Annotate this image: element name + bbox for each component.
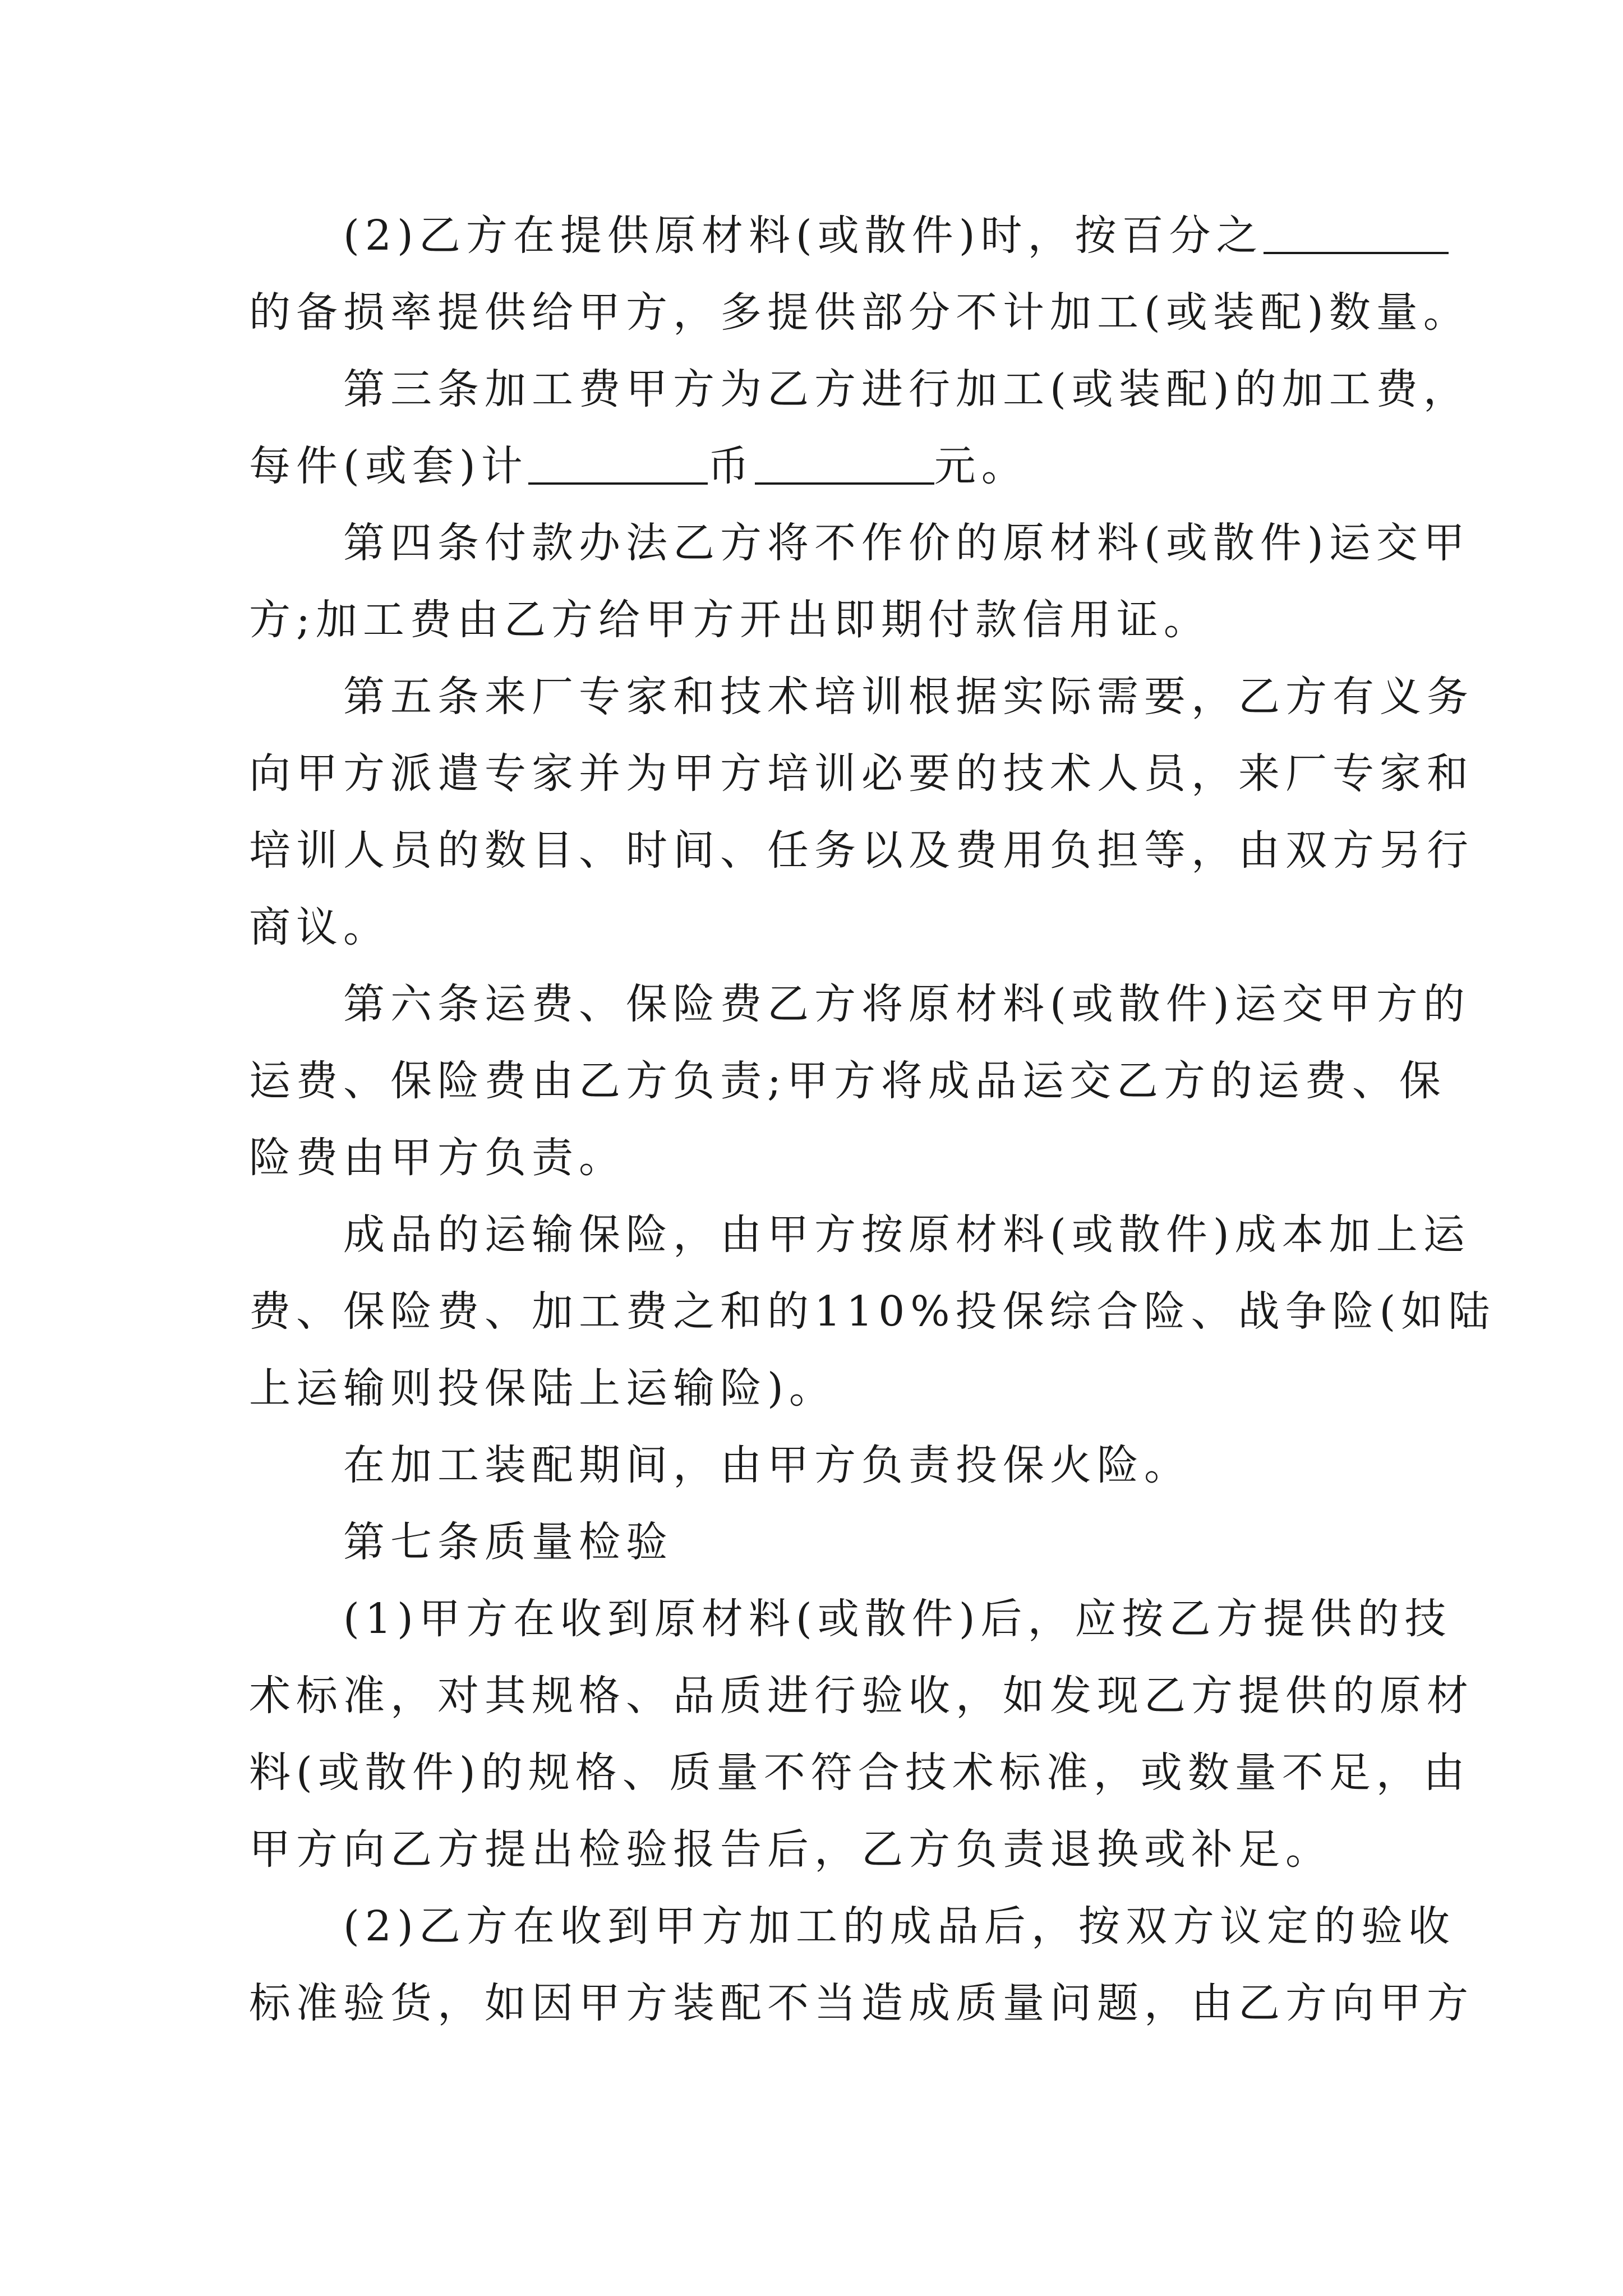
text-line: 上运输则投保陆上运输险)。 [249, 1364, 836, 1412]
text-line: 第三条加工费甲方为乙方进行加工(或装配)的加工费， [343, 365, 1470, 413]
text-line: (2)乙方在提供原材料(或散件)时，按百分之 [343, 211, 1264, 260]
paragraph-spare-rate [249, 197, 1470, 351]
paragraph-transport-insurance [249, 1197, 1496, 1427]
text-line: 术标准，对其规格、品质进行验收，如发现乙方提供的原材 [249, 1672, 1474, 1720]
paragraph-article-7-heading [249, 1504, 1393, 1581]
text-line: 第七条质量检验 [343, 1518, 673, 1566]
paragraph-article-4 [249, 505, 1470, 659]
document-body [249, 197, 1496, 2042]
paragraph-inspection-1 [249, 1581, 1474, 1888]
text-line: (1)甲方在收到原材料(或散件)后，应按乙方提供的技 [343, 1595, 1452, 1643]
paragraph-article-6 [249, 966, 1470, 1197]
text-line: 第六条运费、保险费乙方将原材料(或散件)运交甲方的 [343, 980, 1470, 1028]
blank-field [1264, 210, 1449, 254]
text-line: 标准验货，如因甲方装配不当造成质量问题，由乙方向甲方 [249, 1979, 1474, 2027]
text-line: 费、保险费、加工费之和的110%投保综合险、战争险(如陆 [249, 1287, 1496, 1336]
text-line: 币 [707, 442, 755, 490]
paragraph-article-5 [249, 659, 1474, 966]
text-line: (2)乙方在收到甲方加工的成品后，按双方议定的验收 [343, 1902, 1455, 1950]
text-line: 险费由甲方负责。 [249, 1134, 626, 1182]
text-line: 培训人员的数目、时间、任务以及费用负担等，由双方另行 [249, 826, 1474, 875]
text-line: 方;加工费由乙方给甲方开出即期付款信用证。 [249, 596, 1211, 644]
text-line: 在加工装配期间，由甲方负责投保火险。 [343, 1441, 1191, 1489]
text-line: 料(或散件)的规格、质量不符合技术标准，或数量不足，由 [249, 1749, 1470, 1797]
text-line: 第五条来厂专家和技术培训根据实际需要，乙方有义务 [343, 673, 1474, 721]
text-line: 向甲方派遣专家并为甲方培训必要的技术人员，来厂专家和 [249, 749, 1474, 798]
paragraph-fire-insurance [249, 1427, 1393, 1504]
text-line: 元。 [934, 442, 1029, 490]
paragraph-article-3 [249, 351, 1470, 505]
text-line: 成品的运输保险，由甲方按原材料(或散件)成本加上运 [343, 1211, 1470, 1259]
text-line: 第四条付款办法乙方将不作价的原材料(或散件)运交甲 [343, 519, 1470, 567]
blank-field [528, 441, 708, 485]
text-line: 商议。 [249, 903, 390, 951]
text-line: 运费、保险费由乙方负责;甲方将成品运交乙方的运费、保 [249, 1057, 1446, 1105]
text-line: 的备损率提供给甲方，多提供部分不计加工(或装配)数量。 [249, 288, 1470, 337]
paragraph-inspection-2 [249, 1888, 1474, 2042]
text-line: 甲方向乙方提出检验报告后，乙方负责退换或补足。 [249, 1825, 1332, 1874]
blank-field [755, 441, 934, 485]
text-line: 每件(或套)计 [249, 442, 528, 490]
